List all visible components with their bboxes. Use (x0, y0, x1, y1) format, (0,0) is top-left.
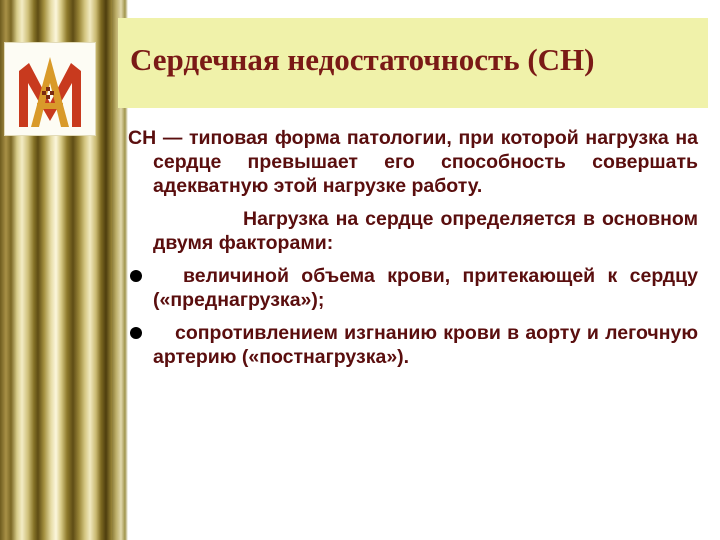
bullet-icon (130, 327, 142, 339)
definition-paragraph: СН — типовая форма патологии, при которой нагрузка на сердце превышает его способность совершать адекватную этой нагрузке работу. (128, 127, 698, 197)
bullet-text: сопротивлением изгнанию крови в аорту и легочную артерию («постнагрузка»). (153, 322, 698, 368)
factors-intro-paragraph: Нагрузка на сердце определяется в основном двумя факторами: (153, 208, 698, 254)
list-item (128, 264, 698, 312)
logo (4, 42, 96, 136)
list-item (128, 321, 698, 369)
slide-content (128, 126, 698, 378)
title-band (118, 18, 708, 108)
university-monogram-icon (5, 43, 95, 135)
bullet-text: величиной объема крови, притекающей к сердцу («преднагрузка»); (153, 265, 698, 311)
bullet-icon (130, 270, 142, 282)
page-title: Сердечная недостаточность (СН) (130, 42, 595, 77)
